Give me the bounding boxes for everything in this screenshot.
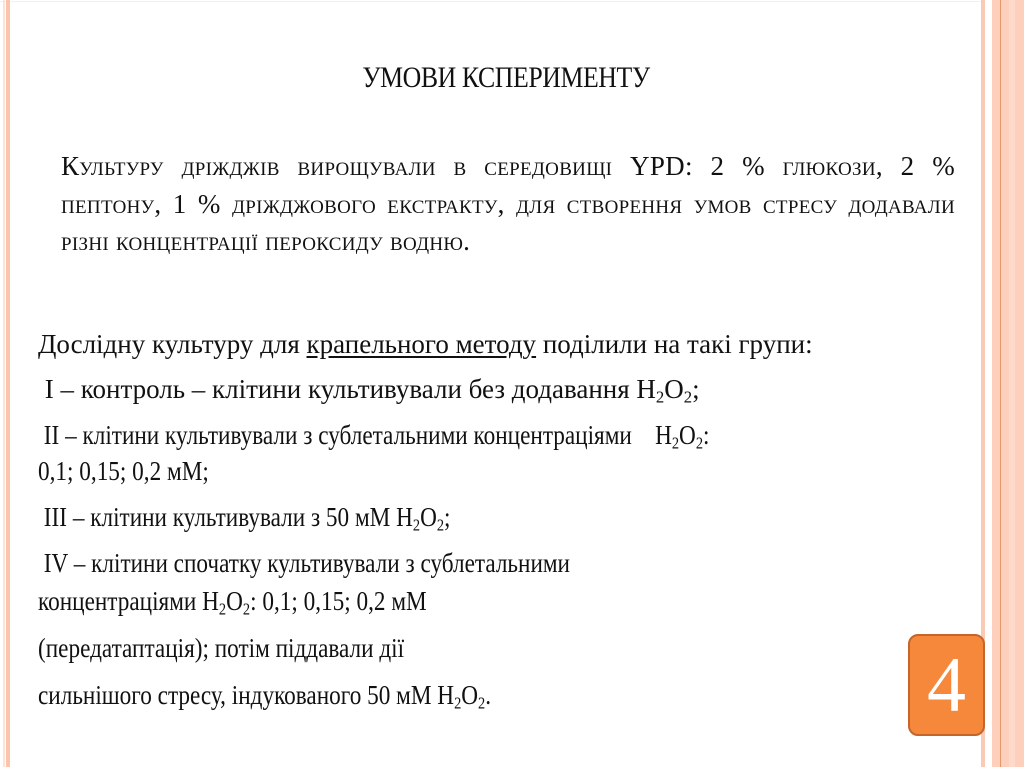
group-text: – клітини культивували з 50 мМ H xyxy=(67,502,413,532)
ypd-label: YPD: xyxy=(630,151,693,181)
groups-list xyxy=(38,326,968,713)
formula-part: O xyxy=(226,586,243,616)
right-decor-band xyxy=(992,0,1024,767)
lead-text-after: поділили на такі групи: xyxy=(536,329,813,359)
group-item-3 xyxy=(38,499,968,535)
group-text-line4: сильнішого стресу, індукованого 50 мМ H xyxy=(38,680,455,710)
drop-method-link: крапельного методу xyxy=(306,329,537,359)
subscript: 2 xyxy=(242,599,251,619)
right-decor-line xyxy=(1000,0,1001,767)
subscript: 2 xyxy=(478,693,486,713)
subscript: 2 xyxy=(454,693,462,713)
lead-text-before: Дослідну культуру для xyxy=(38,329,307,359)
group-text-line3: (передатаптація); потім піддавали дії xyxy=(38,633,405,663)
subscript: 2 xyxy=(683,387,693,407)
right-decor-soft-stripe xyxy=(1009,0,1015,767)
group-numeral: II xyxy=(43,420,60,450)
group-text-end: : xyxy=(703,420,710,450)
subscript: 2 xyxy=(436,515,445,535)
group-text: – клітини культивували з сублетальними концентраціями H xyxy=(59,420,672,450)
group-text: – клітини спочатку культивували з сублетальними xyxy=(67,548,570,578)
top-border-line xyxy=(0,1,981,2)
group-numeral: I xyxy=(44,374,54,404)
group-item-1 xyxy=(38,371,968,407)
left-decor-stripe-thin xyxy=(3,0,5,767)
formula-part: O xyxy=(664,374,684,404)
group-text-end: ; xyxy=(444,502,451,532)
group-item-2 xyxy=(38,417,968,489)
groups-lead xyxy=(38,326,968,362)
group-text: – контроль – клітини культивували без додавання H xyxy=(53,374,656,404)
group-text-line2: концентраціями H xyxy=(38,586,219,616)
group-numeral: III xyxy=(43,502,68,532)
left-decor-stripe xyxy=(6,0,10,767)
formula-part: O xyxy=(420,502,437,532)
group-text-line2-end: : 0,1; 0,15; 0,2 мМ xyxy=(250,586,427,616)
intro-text-part2: 2 % глюкози, 2 % пептону, 1 % дріжджового екстракту, для створення умов стресу додавали різні концентрації пероксиду водню. xyxy=(61,151,955,256)
slide-title: УМОВИ КСПЕРИМЕНТУ xyxy=(362,61,650,94)
subscript: 2 xyxy=(412,515,421,535)
intro-text-part1: Культуру дріжджів вирощували в середовищі xyxy=(61,151,631,181)
slide-number-badge: 4 xyxy=(908,634,985,736)
subscript: 2 xyxy=(695,433,704,453)
group-text-line2: 0,1; 0,15; 0,2 мМ; xyxy=(38,456,209,486)
subscript: 2 xyxy=(218,599,227,619)
formula-part: O xyxy=(461,680,479,710)
group-text-line4-end: . xyxy=(485,680,492,710)
subscript: 2 xyxy=(655,387,665,407)
intro-paragraph xyxy=(61,148,955,261)
group-numeral: IV xyxy=(43,548,68,578)
formula-part: O xyxy=(679,420,696,450)
subscript: 2 xyxy=(671,433,680,453)
group-item-4 xyxy=(38,545,968,713)
group-text-end: ; xyxy=(692,374,700,404)
